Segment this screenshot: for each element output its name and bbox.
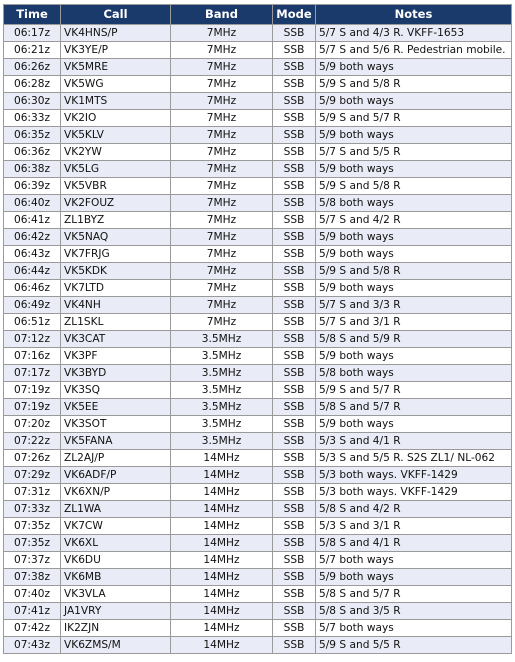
- cell-call: VK7CW: [61, 518, 171, 535]
- cell-call: VK2YW: [61, 144, 171, 161]
- cell-band: 7MHz: [171, 297, 273, 314]
- cell-band: 3.5MHz: [171, 365, 273, 382]
- cell-band: 14MHz: [171, 603, 273, 620]
- cell-band: 3.5MHz: [171, 348, 273, 365]
- table-row: [4, 535, 512, 552]
- cell-call: VK6MB: [61, 569, 171, 586]
- cell-time: 06:40z: [4, 195, 61, 212]
- cell-band: 7MHz: [171, 25, 273, 42]
- cell-call: VK6DU: [61, 552, 171, 569]
- cell-call: ZL2AJ/P: [61, 450, 171, 467]
- cell-notes: 5/7 S and 5/5 R: [316, 144, 512, 161]
- cell-time: 06:36z: [4, 144, 61, 161]
- cell-band: 7MHz: [171, 246, 273, 263]
- cell-band: 3.5MHz: [171, 399, 273, 416]
- cell-mode: SSB: [273, 178, 316, 195]
- cell-mode: SSB: [273, 382, 316, 399]
- table-row: [4, 586, 512, 603]
- cell-mode: SSB: [273, 263, 316, 280]
- cell-notes: 5/9 S and 5/8 R: [316, 263, 512, 280]
- table-row: [4, 569, 512, 586]
- cell-time: 06:44z: [4, 263, 61, 280]
- cell-notes: 5/7 S and 5/6 R. Pedestrian mobile.: [316, 42, 512, 59]
- cell-notes: 5/8 S and 4/1 R: [316, 535, 512, 552]
- cell-notes: 5/3 both ways. VKFF-1429: [316, 467, 512, 484]
- cell-mode: SSB: [273, 433, 316, 450]
- cell-notes: 5/9 both ways: [316, 93, 512, 110]
- table-row: [4, 382, 512, 399]
- cell-time: 06:35z: [4, 127, 61, 144]
- cell-time: 06:26z: [4, 59, 61, 76]
- cell-band: 14MHz: [171, 552, 273, 569]
- cell-band: 7MHz: [171, 195, 273, 212]
- qso-log-table: [3, 4, 512, 654]
- cell-call: VK5VBR: [61, 178, 171, 195]
- table-body: [4, 25, 512, 654]
- cell-time: 07:29z: [4, 467, 61, 484]
- cell-call: VK7FRJG: [61, 246, 171, 263]
- header-notes: Notes: [316, 5, 512, 25]
- cell-notes: 5/9 S and 5/7 R: [316, 382, 512, 399]
- cell-time: 07:20z: [4, 416, 61, 433]
- cell-time: 07:42z: [4, 620, 61, 637]
- cell-call: VK4HNS/P: [61, 25, 171, 42]
- table-row: [4, 314, 512, 331]
- table-row: [4, 229, 512, 246]
- cell-notes: 5/8 both ways: [316, 365, 512, 382]
- cell-call: VK2IO: [61, 110, 171, 127]
- cell-band: 7MHz: [171, 42, 273, 59]
- cell-call: VK6ZMS/M: [61, 637, 171, 654]
- cell-band: 14MHz: [171, 484, 273, 501]
- cell-time: 06:33z: [4, 110, 61, 127]
- cell-notes: 5/8 S and 5/9 R: [316, 331, 512, 348]
- cell-mode: SSB: [273, 603, 316, 620]
- cell-time: 06:42z: [4, 229, 61, 246]
- table-row: [4, 620, 512, 637]
- cell-notes: 5/9 S and 5/7 R: [316, 110, 512, 127]
- table-row: [4, 212, 512, 229]
- header-call: Call: [61, 5, 171, 25]
- cell-notes: 5/9 both ways: [316, 229, 512, 246]
- cell-band: 3.5MHz: [171, 416, 273, 433]
- cell-call: VK5EE: [61, 399, 171, 416]
- cell-mode: SSB: [273, 93, 316, 110]
- cell-notes: 5/9 both ways: [316, 127, 512, 144]
- cell-notes: 5/3 S and 5/5 R. S2S ZL1/ NL-062: [316, 450, 512, 467]
- cell-mode: SSB: [273, 416, 316, 433]
- cell-mode: SSB: [273, 348, 316, 365]
- log-table-container: [3, 4, 512, 654]
- cell-notes: 5/7 S and 4/2 R: [316, 212, 512, 229]
- table-row: [4, 637, 512, 654]
- cell-mode: SSB: [273, 450, 316, 467]
- cell-call: JA1VRY: [61, 603, 171, 620]
- cell-time: 07:19z: [4, 399, 61, 416]
- table-row: [4, 161, 512, 178]
- cell-notes: 5/9 both ways: [316, 416, 512, 433]
- table-row: [4, 93, 512, 110]
- cell-notes: 5/3 S and 4/1 R: [316, 433, 512, 450]
- table-row: [4, 246, 512, 263]
- cell-call: VK5WG: [61, 76, 171, 93]
- table-row: [4, 297, 512, 314]
- table-row: [4, 76, 512, 93]
- cell-band: 7MHz: [171, 263, 273, 280]
- cell-time: 07:22z: [4, 433, 61, 450]
- cell-notes: 5/9 S and 5/5 R: [316, 637, 512, 654]
- cell-mode: SSB: [273, 518, 316, 535]
- cell-call: IK2ZJN: [61, 620, 171, 637]
- cell-time: 06:43z: [4, 246, 61, 263]
- cell-call: VK5MRE: [61, 59, 171, 76]
- table-row: [4, 399, 512, 416]
- cell-mode: SSB: [273, 280, 316, 297]
- cell-notes: 5/7 both ways: [316, 620, 512, 637]
- cell-call: VK3VLA: [61, 586, 171, 603]
- table-header: [4, 5, 512, 25]
- cell-notes: 5/9 both ways: [316, 569, 512, 586]
- cell-band: 7MHz: [171, 144, 273, 161]
- cell-band: 14MHz: [171, 535, 273, 552]
- cell-mode: SSB: [273, 637, 316, 654]
- cell-band: 14MHz: [171, 450, 273, 467]
- cell-mode: SSB: [273, 110, 316, 127]
- table-row: [4, 331, 512, 348]
- cell-notes: 5/8 S and 4/2 R: [316, 501, 512, 518]
- table-row: [4, 263, 512, 280]
- cell-call: ZL1BYZ: [61, 212, 171, 229]
- cell-notes: 5/7 S and 4/3 R. VKFF-1653: [316, 25, 512, 42]
- cell-mode: SSB: [273, 42, 316, 59]
- table-row: [4, 127, 512, 144]
- cell-band: 7MHz: [171, 59, 273, 76]
- cell-notes: 5/9 both ways: [316, 246, 512, 263]
- cell-time: 07:16z: [4, 348, 61, 365]
- cell-band: 14MHz: [171, 620, 273, 637]
- cell-time: 07:37z: [4, 552, 61, 569]
- cell-band: 14MHz: [171, 586, 273, 603]
- cell-mode: SSB: [273, 620, 316, 637]
- cell-band: 3.5MHz: [171, 433, 273, 450]
- cell-time: 06:21z: [4, 42, 61, 59]
- cell-call: VK5KDK: [61, 263, 171, 280]
- table-row: [4, 348, 512, 365]
- cell-mode: SSB: [273, 569, 316, 586]
- cell-notes: 5/8 S and 5/7 R: [316, 586, 512, 603]
- cell-notes: 5/9 S and 5/8 R: [316, 76, 512, 93]
- cell-call: ZL1SKL: [61, 314, 171, 331]
- header-band: Band: [171, 5, 273, 25]
- cell-mode: SSB: [273, 229, 316, 246]
- cell-mode: SSB: [273, 501, 316, 518]
- cell-mode: SSB: [273, 144, 316, 161]
- cell-band: 7MHz: [171, 161, 273, 178]
- cell-call: VK6XL: [61, 535, 171, 552]
- cell-call: VK5KLV: [61, 127, 171, 144]
- cell-band: 7MHz: [171, 127, 273, 144]
- cell-call: VK3PF: [61, 348, 171, 365]
- cell-notes: 5/9 both ways: [316, 280, 512, 297]
- cell-notes: 5/9 both ways: [316, 161, 512, 178]
- cell-band: 14MHz: [171, 467, 273, 484]
- table-row: [4, 450, 512, 467]
- cell-notes: 5/8 both ways: [316, 195, 512, 212]
- cell-mode: SSB: [273, 76, 316, 93]
- cell-mode: SSB: [273, 25, 316, 42]
- cell-mode: SSB: [273, 535, 316, 552]
- cell-mode: SSB: [273, 212, 316, 229]
- cell-band: 7MHz: [171, 110, 273, 127]
- cell-notes: 5/9 both ways: [316, 59, 512, 76]
- table-row: [4, 144, 512, 161]
- cell-band: 14MHz: [171, 501, 273, 518]
- table-row: [4, 195, 512, 212]
- cell-mode: SSB: [273, 127, 316, 144]
- cell-band: 14MHz: [171, 569, 273, 586]
- cell-call: VK3BYD: [61, 365, 171, 382]
- cell-mode: SSB: [273, 399, 316, 416]
- cell-band: 7MHz: [171, 212, 273, 229]
- header-mode: Mode: [273, 5, 316, 25]
- cell-call: VK6XN/P: [61, 484, 171, 501]
- header-time: Time: [4, 5, 61, 25]
- cell-notes: 5/3 S and 3/1 R: [316, 518, 512, 535]
- cell-time: 06:38z: [4, 161, 61, 178]
- table-row: [4, 501, 512, 518]
- table-row: [4, 280, 512, 297]
- cell-notes: 5/9 both ways: [316, 348, 512, 365]
- table-row: [4, 518, 512, 535]
- cell-mode: SSB: [273, 195, 316, 212]
- cell-band: 14MHz: [171, 637, 273, 654]
- table-row: [4, 416, 512, 433]
- table-row: [4, 433, 512, 450]
- cell-mode: SSB: [273, 586, 316, 603]
- cell-mode: SSB: [273, 297, 316, 314]
- cell-call: VK2FOUZ: [61, 195, 171, 212]
- cell-call: ZL1WA: [61, 501, 171, 518]
- cell-time: 06:41z: [4, 212, 61, 229]
- table-row: [4, 365, 512, 382]
- table-row: [4, 59, 512, 76]
- cell-time: 07:40z: [4, 586, 61, 603]
- cell-call: VK3YE/P: [61, 42, 171, 59]
- cell-time: 07:41z: [4, 603, 61, 620]
- cell-time: 06:49z: [4, 297, 61, 314]
- cell-band: 7MHz: [171, 314, 273, 331]
- cell-notes: 5/3 both ways. VKFF-1429: [316, 484, 512, 501]
- cell-time: 07:38z: [4, 569, 61, 586]
- cell-time: 07:43z: [4, 637, 61, 654]
- table-row: [4, 603, 512, 620]
- cell-band: 7MHz: [171, 280, 273, 297]
- cell-time: 06:28z: [4, 76, 61, 93]
- table-row: [4, 25, 512, 42]
- cell-notes: 5/9 S and 5/8 R: [316, 178, 512, 195]
- cell-band: 7MHz: [171, 76, 273, 93]
- cell-mode: SSB: [273, 365, 316, 382]
- table-row: [4, 110, 512, 127]
- cell-notes: 5/8 S and 3/5 R: [316, 603, 512, 620]
- cell-mode: SSB: [273, 552, 316, 569]
- cell-time: 06:46z: [4, 280, 61, 297]
- table-row: [4, 484, 512, 501]
- cell-call: VK3SOT: [61, 416, 171, 433]
- cell-call: VK7LTD: [61, 280, 171, 297]
- cell-time: 07:33z: [4, 501, 61, 518]
- cell-call: VK5LG: [61, 161, 171, 178]
- cell-band: 7MHz: [171, 229, 273, 246]
- cell-mode: SSB: [273, 467, 316, 484]
- cell-time: 07:31z: [4, 484, 61, 501]
- table-row: [4, 552, 512, 569]
- cell-notes: 5/7 S and 3/1 R: [316, 314, 512, 331]
- cell-band: 3.5MHz: [171, 382, 273, 399]
- cell-time: 07:35z: [4, 518, 61, 535]
- cell-call: VK3CAT: [61, 331, 171, 348]
- cell-mode: SSB: [273, 314, 316, 331]
- cell-mode: SSB: [273, 246, 316, 263]
- cell-time: 07:35z: [4, 535, 61, 552]
- cell-call: VK1MTS: [61, 93, 171, 110]
- table-row: [4, 178, 512, 195]
- cell-notes: 5/7 S and 3/3 R: [316, 297, 512, 314]
- cell-call: VK6ADF/P: [61, 467, 171, 484]
- cell-band: 3.5MHz: [171, 331, 273, 348]
- cell-call: VK5NAQ: [61, 229, 171, 246]
- cell-notes: 5/7 both ways: [316, 552, 512, 569]
- cell-band: 14MHz: [171, 518, 273, 535]
- cell-time: 06:30z: [4, 93, 61, 110]
- cell-call: VK3SQ: [61, 382, 171, 399]
- cell-time: 06:17z: [4, 25, 61, 42]
- cell-call: VK5FANA: [61, 433, 171, 450]
- cell-mode: SSB: [273, 331, 316, 348]
- cell-time: 07:19z: [4, 382, 61, 399]
- cell-mode: SSB: [273, 484, 316, 501]
- header-row: [4, 5, 512, 25]
- table-row: [4, 467, 512, 484]
- cell-mode: SSB: [273, 59, 316, 76]
- cell-call: VK4NH: [61, 297, 171, 314]
- cell-time: 07:17z: [4, 365, 61, 382]
- cell-time: 07:12z: [4, 331, 61, 348]
- table-row: [4, 42, 512, 59]
- cell-notes: 5/8 S and 5/7 R: [316, 399, 512, 416]
- cell-time: 07:26z: [4, 450, 61, 467]
- cell-mode: SSB: [273, 161, 316, 178]
- cell-time: 06:39z: [4, 178, 61, 195]
- cell-time: 06:51z: [4, 314, 61, 331]
- cell-band: 7MHz: [171, 93, 273, 110]
- cell-band: 7MHz: [171, 178, 273, 195]
